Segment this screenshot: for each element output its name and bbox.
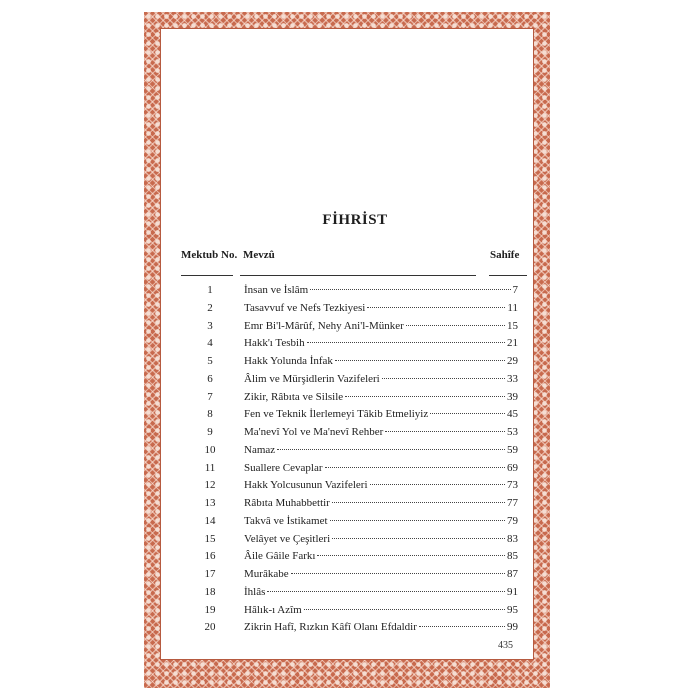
toc-entry	[190, 495, 518, 513]
entry-page: 69	[507, 461, 518, 474]
entry-number: 5	[207, 355, 213, 367]
table-of-contents	[190, 282, 518, 637]
toc-entry	[190, 584, 518, 602]
entry-page: 77	[507, 497, 518, 509]
dot-leader	[430, 413, 505, 414]
entry-topic: Fen ve Teknik İlerlemeyi Tâkib Etmeliyiz	[244, 408, 429, 421]
toc-entry	[190, 442, 518, 460]
entry-number: 7	[207, 390, 213, 403]
entry-topic: Hakk Yolcusunun Vazifeleri	[244, 479, 368, 492]
dot-leader	[406, 325, 505, 326]
entry-topic: İhlâs	[244, 585, 266, 598]
page-title: FİHRİST	[322, 212, 388, 228]
dot-leader	[304, 609, 505, 610]
header-underline-page	[489, 275, 527, 276]
entry-number: 9	[207, 426, 213, 438]
dot-leader	[332, 502, 505, 503]
entry-topic: Namaz	[244, 443, 276, 456]
dot-leader	[332, 538, 505, 539]
entry-topic: Hâlık-ı Azîm	[244, 603, 302, 616]
toc-entry	[190, 602, 518, 620]
page-number: 435	[498, 640, 513, 651]
entry-page: 7	[512, 284, 518, 296]
entry-page: 59	[507, 443, 518, 456]
entry-page: 15	[507, 319, 518, 332]
entry-topic: Murâkabe	[244, 568, 289, 580]
entry-number: 2	[207, 301, 213, 314]
dot-leader	[307, 342, 505, 343]
entry-number: 20	[204, 621, 216, 634]
toc-entry	[190, 371, 518, 389]
header-underline-topic	[240, 275, 476, 276]
entry-number: 14	[204, 514, 216, 527]
column-header-topic: Mevzû	[243, 249, 275, 261]
entry-page: 21	[507, 337, 518, 350]
entry-page: 45	[507, 408, 518, 421]
dot-leader	[330, 520, 505, 521]
entry-page: 83	[507, 532, 518, 545]
entry-topic: Velâyet ve Çeşitleri	[244, 532, 331, 545]
entry-topic: Râbıta Muhabbettir	[244, 497, 330, 509]
toc-entry	[190, 406, 518, 424]
entry-page: 91	[507, 585, 518, 598]
entry-topic: Âlim ve Mürşidlerin Vazifeleri	[244, 372, 380, 385]
entry-number: 12	[204, 479, 216, 492]
entry-topic: Hakk'ı Tesbih	[244, 337, 305, 350]
entry-topic: Hakk Yolunda İnfak	[244, 355, 333, 367]
entry-number: 6	[207, 372, 213, 385]
toc-entry	[190, 513, 518, 531]
entry-topic: Âile Gâile Farkı	[244, 550, 316, 563]
dot-leader	[385, 431, 505, 432]
entry-page: 87	[507, 568, 518, 580]
entry-topic: Tasavvuf ve Nefs Tezkiyesi	[244, 301, 366, 314]
entry-number: 10	[204, 443, 216, 456]
entry-page: 85	[507, 550, 518, 563]
entry-number: 4	[207, 337, 213, 350]
entry-number: 3	[207, 319, 213, 332]
dot-leader	[277, 449, 505, 450]
toc-entry	[190, 389, 518, 407]
entry-topic: Suallere Cevaplar	[244, 461, 323, 474]
entry-topic: İnsan ve İslâm	[244, 284, 309, 296]
toc-entry	[190, 353, 518, 371]
column-header-page: Sahîfe	[490, 249, 520, 261]
dot-leader	[335, 360, 505, 361]
dot-leader	[345, 396, 505, 397]
entry-page: 53	[507, 426, 518, 438]
toc-entry	[190, 566, 518, 584]
entry-page: 33	[507, 372, 518, 385]
dot-leader	[317, 555, 505, 556]
header-underline-no	[181, 275, 233, 276]
toc-entry	[190, 300, 518, 318]
entry-page: 29	[507, 355, 518, 367]
entry-number: 11	[204, 461, 216, 474]
entry-number: 1	[207, 284, 213, 296]
toc-entry	[190, 424, 518, 442]
entry-page: 99	[507, 621, 518, 634]
toc-entry	[190, 335, 518, 353]
entry-number: 16	[204, 550, 216, 563]
entry-topic: Takvâ ve İstikamet	[244, 514, 328, 527]
column-header-letter-no: Mektub No.	[181, 249, 238, 261]
entry-page: 73	[507, 479, 518, 492]
entry-topic: Zikir, Râbıta ve Silsile	[244, 390, 344, 403]
dot-leader	[382, 378, 505, 379]
entry-page: 95	[507, 603, 518, 616]
entry-number: 17	[204, 568, 216, 580]
entry-page: 79	[507, 514, 518, 527]
entry-number: 13	[204, 497, 216, 509]
toc-entry	[190, 531, 518, 549]
dot-leader	[267, 591, 505, 592]
entry-topic: Zikrin Hafî, Rızkın Kâfî Olanı Efdaldir	[244, 621, 417, 634]
entry-number: 19	[204, 603, 216, 616]
dot-leader	[370, 484, 505, 485]
dot-leader	[325, 467, 506, 468]
toc-entry	[190, 548, 518, 566]
entry-number: 18	[204, 585, 216, 598]
toc-entry	[190, 318, 518, 336]
dot-leader	[419, 626, 505, 627]
toc-entry	[190, 477, 518, 495]
entry-number: 15	[204, 532, 216, 545]
entry-topic: Ma'nevî Yol ve Ma'nevî Rehber	[244, 426, 384, 438]
entry-page: 39	[507, 390, 518, 403]
toc-entry	[190, 282, 518, 300]
entry-number: 8	[207, 408, 213, 421]
entry-page: 11	[507, 301, 518, 314]
toc-entry	[190, 460, 518, 478]
dot-leader	[367, 307, 505, 308]
entry-topic: Emr Bi'l-Mârûf, Nehy Ani'l-Münker	[244, 319, 404, 332]
dot-leader	[291, 573, 505, 574]
dot-leader	[310, 289, 510, 290]
toc-entry	[190, 619, 518, 637]
